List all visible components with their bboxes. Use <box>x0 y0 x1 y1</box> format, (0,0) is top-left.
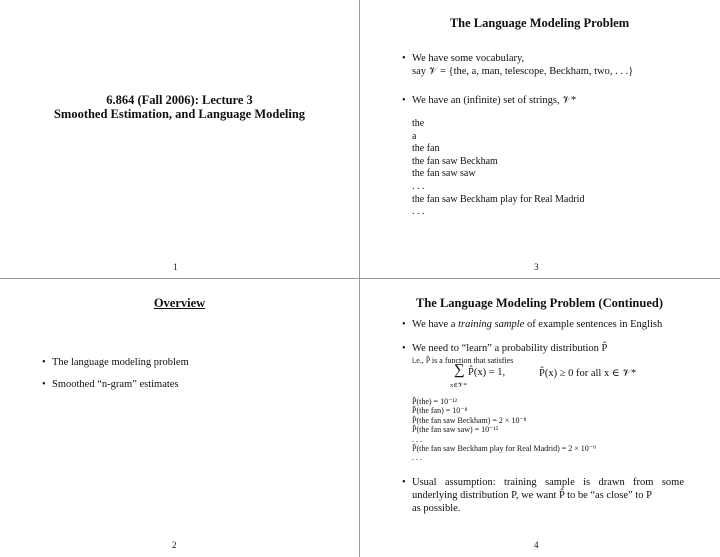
bullet-dot: • <box>42 357 46 368</box>
bullet-assumption <box>402 476 684 515</box>
slide-3 <box>360 0 719 278</box>
bullet-learn <box>402 342 712 355</box>
list-item: P̂(the fan saw Beckham) = 2 × 10⁻⁸ <box>412 415 527 425</box>
bullet-strings <box>402 94 712 107</box>
list-item: P̂(the fan saw Beckham play for Real Madrid) = 2 × 10⁻⁹ <box>412 444 596 454</box>
bullet-text-pre: We have a <box>412 319 459 330</box>
bullet-line: We need to “learn” a probability distribution P̂ <box>412 343 608 354</box>
bullet-text-post: of example sentences in English <box>524 319 663 330</box>
ie-line: i.e., P̂ is a function that satisfies <box>412 356 514 365</box>
string-list <box>412 118 584 219</box>
list-item: . . . <box>412 206 425 218</box>
list-item: . . . <box>412 434 422 444</box>
bullet-dot: • <box>402 53 406 64</box>
bullet-line: The language modeling problem <box>52 357 189 368</box>
slide-1 <box>0 0 359 278</box>
list-item: the fan saw Beckham <box>412 155 498 167</box>
list-item: P̂(the fan saw saw) = 10⁻¹⁵ <box>412 425 499 435</box>
list-item: the fan saw saw <box>412 168 476 180</box>
list-item: the <box>412 118 425 129</box>
slide-1-title <box>0 93 359 121</box>
sum-subscript: x∈𝒱* <box>450 382 467 389</box>
list-item: . . . <box>412 180 425 192</box>
overview-item <box>42 356 352 369</box>
page-number: 2 <box>172 540 177 550</box>
overview-item <box>42 378 352 391</box>
page-number: 3 <box>534 262 539 272</box>
list-item: the fan <box>412 143 440 155</box>
page-number: 1 <box>173 262 178 272</box>
page-number: 4 <box>534 540 539 550</box>
slide-2-title <box>0 296 359 311</box>
bullet-line: as possible. <box>412 503 461 514</box>
bullet-dot: • <box>402 319 406 330</box>
bullet-training-sample <box>402 318 712 331</box>
list-item: P̂(the) = 10⁻¹² <box>412 397 458 406</box>
slide-4 <box>360 279 719 557</box>
bullet-line: We have an (infinite) set of strings, 𝒱* <box>412 95 577 106</box>
bullet-line: Smoothed “n-gram” estimates <box>52 379 179 390</box>
nonneg-expression: P̂(x) ≥ 0 for all x ∈ 𝒱* <box>539 368 637 379</box>
bullet-dot: • <box>402 343 406 354</box>
bullet-dot: • <box>402 95 406 106</box>
slide-4-title: The Language Modeling Problem (Continued) <box>415 296 663 310</box>
bullet-dot: • <box>402 477 406 488</box>
list-item: the fan saw Beckham play for Real Madrid <box>412 193 585 205</box>
list-item: a <box>412 130 417 142</box>
slide-2 <box>0 279 359 557</box>
distribution-constraints <box>450 362 714 392</box>
bullet-line: We have some vocabulary, <box>412 53 525 64</box>
list-item: P̂(the fan) = 10⁻⁸ <box>412 406 468 416</box>
slide-3-title: The Language Modeling Problem <box>449 16 630 30</box>
bullet-line: say 𝒱 = {the, a, man, telescope, Beckham, two, . . .} <box>412 66 634 77</box>
bullet-vocabulary <box>402 52 712 78</box>
bullet-dot: • <box>42 379 46 390</box>
bullet-text-emphasis: training sample <box>458 319 525 330</box>
lecture-title-line1: 6.864 (Fall 2006): Lecture 3 <box>106 93 253 107</box>
lecture-title-line2: Smoothed Estimation, and Language Modeling <box>53 107 306 121</box>
summation-icon: ∑ <box>454 362 465 378</box>
bullet-line: underlying distribution P, we want P̂ to be “as close” to P <box>412 490 652 501</box>
probability-list <box>412 397 596 463</box>
bullet-line: Usual assumption: training sample is drawn from some <box>412 477 684 488</box>
overview-heading: Overview <box>153 296 206 310</box>
sum-expression: P̂(x) = 1, <box>468 367 506 378</box>
list-item: . . . <box>412 453 422 463</box>
